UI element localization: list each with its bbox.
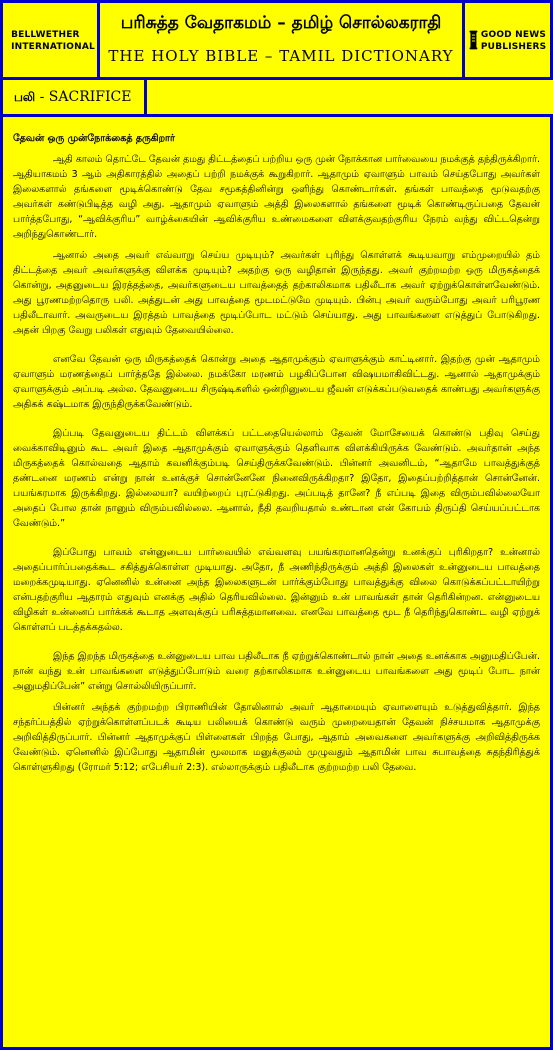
right-logo-text: GOOD NEWS PUBLISHERS: [480, 30, 547, 52]
article-paragraph: ஆதி காலம் தொட்டே தேவன் தமது திட்டத்தைப் பற்றிய ஒரு முன் நோக்கான பார்வையை நமக்குத் தந்திருக்கிறார். ஆதியாகமம் 3 ஆம் அதிகாரத்தில் அதைப் பற்றி நமக்குக் கூறுகிறார். ஆதாமும் ஏவாளும் பாவம் செய்தபோது அவர்கள் இலைகளால் தங்களை மூடிக்கொண்டு தேவ சமூகத்தினின்று ஒளிந்து கொண்டார்கள். தங்கள் பாவத்தை மூடுவதற்கு அவர்கள் கண்டுபிடித்த வழி அது. ஆதாமும் ஏவாளும் அத்தி இலைகளால் தங்களை மூடிக் கொண்டிருப்பதை தேவன் பார்த்தபோது, “ஆவிக்குரிய” வாழ்க்கையின் ஆவிக்குரிய உண்மைகளை விளக்குவதற்குரிய நேரம் வந்து விட்டதென்று அறிந்துகொண்டார்.: [13, 154, 540, 240]
bellwether-logo: [11, 13, 95, 69]
article-paragraph: இப்போது பாவம் என்னுடைய பார்வையில் எவ்வளவு பயங்கரமானதென்று உனக்குப் புரிகிறதா? உன்னால் அதைப்பார்ப்பதைக்கூட சகித்துக்கொள்ள முடியாது. அதோ, நீ அணிந்திருக்கும் அத்தி இலைகள் உன்னுடைய பாவத்தை மறைக்கமுடியாது. ஏனெனில் உன்னை அந்த இலைகளுடன் பார்க்கும்போது பாவத்துக்கு விலை கொடுக்கப்பட்டாயிற்று என்பதற்குரிய ஆதாரம் எதுவும் எனக்கு அதில் தெரியவில்லை. இன்னும் உன் பாவங்கள் தான் தெரிகின்றன. என்னுடைய விழிகள் உன்னைப் பார்க்கக் கூடாத அளவுக்குப் பரிசுத்தமானவை. எனவே பாவத்தை மூட நீ தெரிந்துகொண்ட வழி ஏற்றுக் கொள்ளப் படத்தக்கதல்ல.: [13, 547, 540, 633]
right-logo-box: [462, 0, 553, 80]
left-logo-text: BELLWETHER INTERNATIONAL: [11, 30, 95, 52]
entry-label-box: [0, 77, 147, 117]
entry-term-tamil: பலி: [14, 90, 36, 104]
entry-label: [14, 89, 131, 106]
article-paragraph: இப்படி தேவனுடைய திட்டம் விளக்கப் பட்டதையெல்லாம் தேவன் மோசேயைக் கொண்டு பதிவு செய்து வைக்காவிடினும் கூட அவர் இதை ஆதாமுக்கும் ஏவாளுக்கும் தெளிவாக விளக்கியிருக்க வேண்டும். அவர்தான் அந்த மிருகத்தைக் கொல்வதை ஆதாம் கவனிக்கும்படி செய்திருக்கவேண்டும். பின்னர் அவனிடம், “ஆதாமே பாவத்துக்குத் தண்டனை மரணம் என்று நான் உனக்குச் சொன்னேனே நினைவிருக்கிறதா? இதோ, இதைப்பற்றித்தான் சொன்னேன். பயங்கரமாக இருக்கிறது. இல்லையா? வயிற்றைப் புரட்டுகிறது. அப்படித் தானே? நீ எப்படி இதை விரும்பவில்லையோ அதைப் போல தான் நானும் விரும்பவில்லை. ஆனால், நீதி தவறியதால் உண்டான என் கோபம் திருப்தி செய்யப்பட்டாக வேண்டும்.”: [13, 428, 540, 529]
article-content: [13, 131, 540, 789]
scroll-icon: [469, 18, 478, 64]
section-heading: தேவன் ஒரு முன்நோக்கைத் தருகிறார்: [13, 133, 175, 144]
article-paragraph: ஆனால் அதை அவர் எவ்வாறு செய்ய முடியும்? அவர்கள் புரிந்து கொள்ளக் கூடியவாறு எம்முறையில் தம் திட்டத்தை அவர் அவர்களுக்கு விளக்க முடியும்? அதற்கு ஒரு வழிதான் இருந்தது. அவர் குற்றமற்ற ஒரு மிருகத்தைக் கொன்று, அதனுடைய இரத்தத்தை, அவர்களுடைய பாவத்தைத் தற்காலிகமாக பதிலீடாக அவர் ஏற்றுக்கொள்ளவேண்டும். அது பூரணமற்றதொரு பலி. அத்துடன் அது பாவத்தை மூடமட்டுமே முடியும். பின்பு அவர் வரும்போது அவர் பரிபூரண பதிலீடாவார். அவருடைய இரத்தம் பாவத்தை மூடிப்போட மட்டும் செய்யாது. அது பாவங்களை எடுத்துப் போடுகிறது. அதன் பிறகு வேறு பலிகள் எதுவும் தேவையில்லை.: [13, 250, 540, 336]
header-title-box: [97, 0, 465, 80]
good-news-logo: [469, 13, 547, 69]
article-box: [0, 114, 553, 1050]
entry-separator: -: [35, 89, 49, 105]
article-paragraph: பின்னர் அந்தக் குற்றமற்ற பிராணியின் தோலினால் அவர் ஆதாமையும் ஏவாளையும் உடுத்துவித்தார். இந்த சந்தர்ப்பத்தில் ஏற்றுக்கொள்ளப்படக் கூடிய பலியைக் கொண்டு வரும் முறையைதான் தேவன் நிச்சயமாக ஆதாமுக்கு அறிவித்திருப்பார். பின்னர் ஆதாமுக்குப் பிள்ளைகள் பிறந்த போது, ஆதாம் அவைகளை அவர்களுக்கு அறிவித்திருக்க வேண்டும். ஏனெனில் இப்போது ஆதாமின் மூலமாக மனுக்குலம் முழுவதும் ஆதாமின் பாவ சுபாவத்தை சுதந்திரித்துக் கொள்ளுகிறது (ரோமர் 5:12; எபேசியர் 2:3). எல்லாருக்கும் பதிலீடாக குற்றமற்ற பலி தேவை.: [13, 702, 540, 773]
article-paragraph: இந்த இறந்த மிருகத்தை உன்னுடைய பாவ பதிலீடாக நீ ஏற்றுக்கொண்டால் நான் அதை உனக்காக அனுமதிப்பேன். நான் வந்து உன் பாவங்களை எடுத்துப்போடும் வரை தற்காலிகமாக உன்னுடைய பாவங்களை அது மூடிப் போட நான் அனுமதிப்பேன்” என்று சொல்லியிருப்பார்.: [13, 651, 540, 692]
entry-term-english: SACRIFICE: [48, 89, 132, 105]
title-english: THE HOLY BIBLE – TAMIL DICTIONARY: [108, 47, 454, 65]
title-tamil: பரிசுத்த வேதாகமம் – தமிழ் சொல்லகராதி: [120, 13, 442, 33]
left-logo-box: [0, 0, 100, 80]
article-paragraph: எனவே தேவன் ஒரு மிருகத்தைக் கொன்று அதை ஆதாமுக்கும் ஏவாளுக்கும் காட்டினார். இதற்கு முன் ஆதாமும் ஏவாளும் மரணத்தைப் பார்த்ததே இல்லை. நமக்கோ மரணம் பழகிப்போன விஷயமாகிவிட்டது. ஆனால் ஆதாமுக்கும் ஏவாளுக்கும் அப்படி அல்ல. தேவனுடைய சிருஷ்டிகளில் ஒன்றினுடைய ஜீவன் எடுக்கப்படுவதைக் காண்பது அவர்களுக்கு அதிகக் கஷ்டமாக இருந்திருக்கவேண்டும்.: [13, 354, 540, 410]
